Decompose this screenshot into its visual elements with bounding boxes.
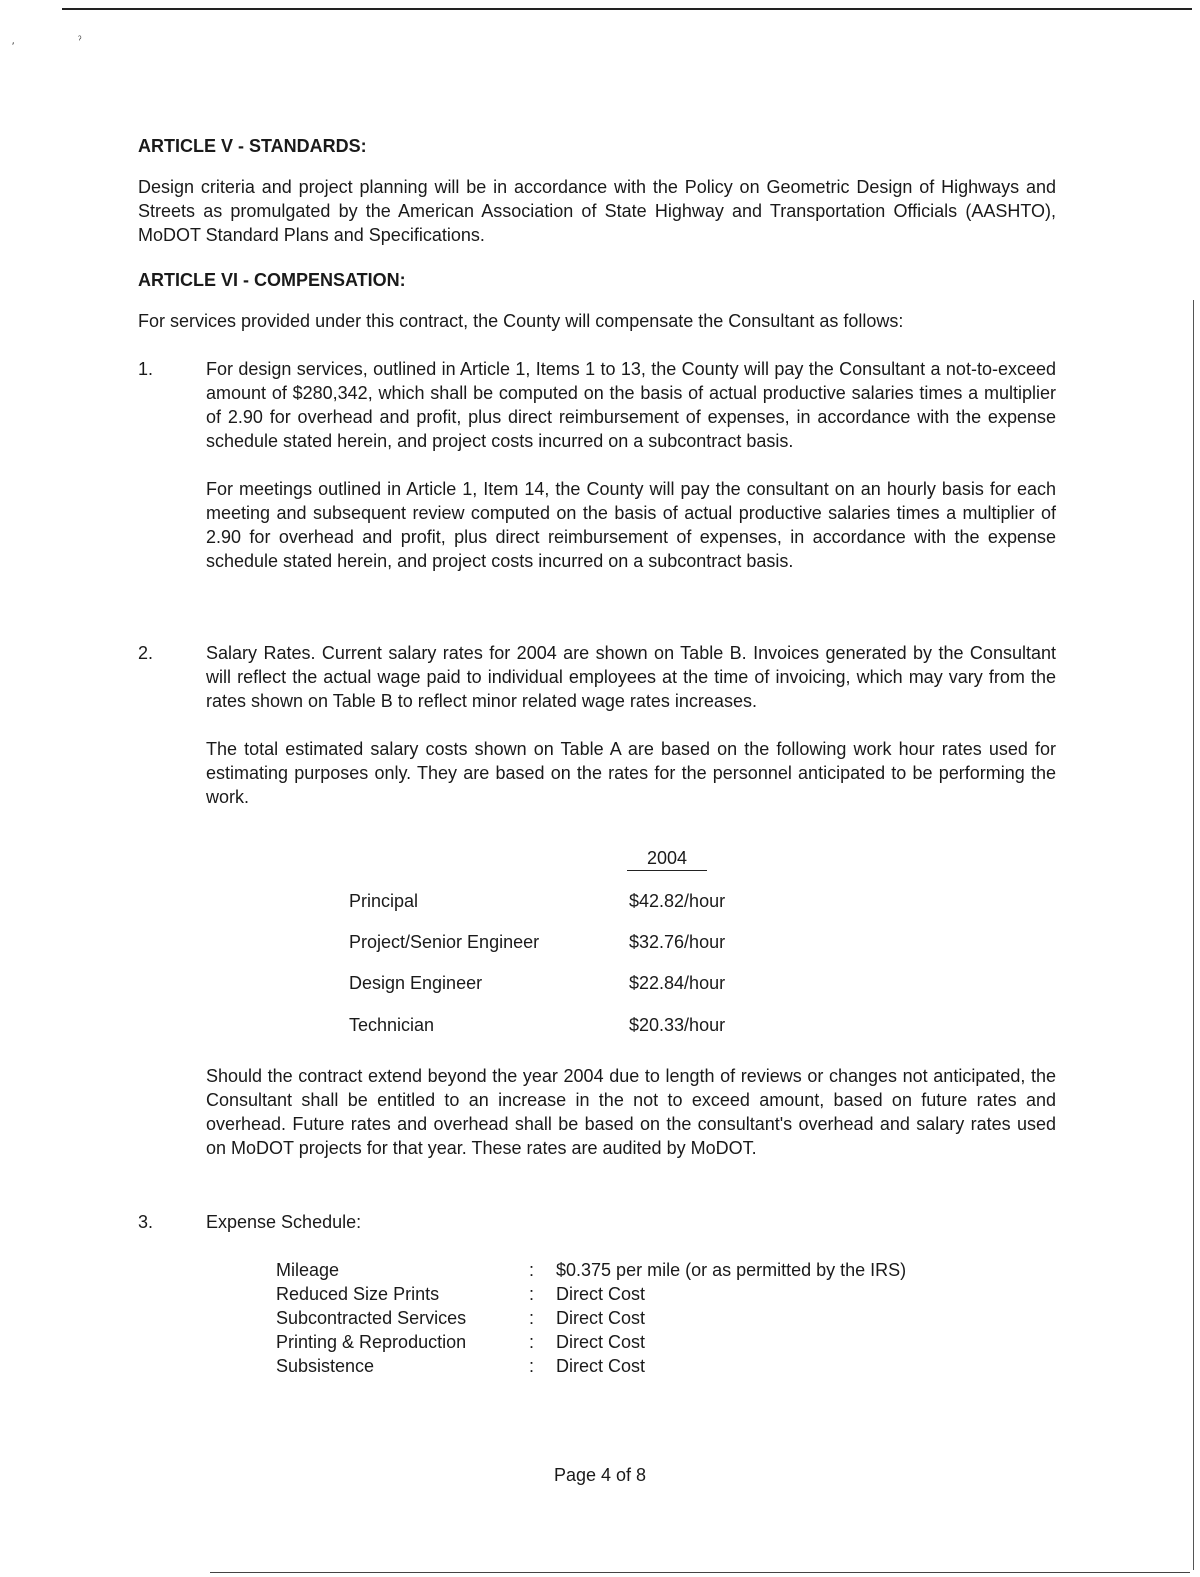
rates-year-header: 2004 bbox=[627, 846, 707, 871]
expense-row bbox=[276, 1354, 996, 1378]
rate-label: Technician bbox=[349, 1015, 435, 1035]
item-number: 1. bbox=[138, 359, 154, 379]
expense-label: Subsistence bbox=[276, 1356, 375, 1376]
expense-label: Subcontracted Services bbox=[276, 1308, 467, 1328]
rate-value: $22.84/hour bbox=[629, 973, 726, 993]
estimated-salary-paragraph: The total estimated salary costs shown on Table A are based on the following work hour rates used for estimating purposes only. They are based on the rates for the personnel anticipated to be performing the work. bbox=[206, 739, 1056, 807]
expense-value: $0.375 per mile (or as permitted by the IRS) bbox=[556, 1260, 907, 1280]
item-number: 2. bbox=[138, 643, 154, 663]
expense-value: Direct Cost bbox=[556, 1356, 646, 1376]
scan-edge-right bbox=[1193, 300, 1194, 1570]
expense-separator: : bbox=[529, 1356, 535, 1376]
rate-label: Principal bbox=[349, 891, 419, 911]
expense-row bbox=[276, 1330, 996, 1354]
meetings-paragraph: For meetings outlined in Article 1, Item 14, the County will pay the consultant on an hourly basis for each meeting and subsequent review computed on the basis of actual productive salaries times a multiplier of 2.90 for overhead and profit, plus direct reimbursement of expenses, in accordance with the expense schedule stated herein, and project costs incurred on a subcontract basis. bbox=[206, 479, 1056, 571]
design-services-paragraph: For design services, outlined in Article 1, Items 1 to 13, the County will pay the Consultant a not-to-exceed amount of $280,342, which shall be computed on the basis of actual productive salaries times a multiplier of 2.90 for overhead and profit, plus direct reimbursement of expenses, in accordance with the expense schedule stated herein, and project costs incurred on a subcontract basis. bbox=[206, 359, 1056, 451]
rate-value: $42.82/hour bbox=[629, 891, 726, 911]
expense-value: Direct Cost bbox=[556, 1308, 646, 1328]
rate-label: Design Engineer bbox=[349, 973, 483, 993]
expense-separator: : bbox=[529, 1260, 535, 1280]
page-number-footer: Page 4 of 8 bbox=[553, 1465, 647, 1485]
expense-row bbox=[276, 1306, 996, 1330]
salary-rates-paragraph: Salary Rates. Current salary rates for 2004 are shown on Table B. Invoices generated by the Consultant will reflect the actual wage paid to individual employees at the time of invoicing, which may vary from the rates shown on Table B to reflect minor related wage rates increases. bbox=[206, 643, 1056, 711]
expense-row bbox=[276, 1258, 996, 1282]
expense-label: Mileage bbox=[276, 1260, 340, 1280]
expense-separator: : bbox=[529, 1284, 535, 1304]
expense-label: Printing & Reproduction bbox=[276, 1332, 467, 1352]
expense-label: Reduced Size Prints bbox=[276, 1284, 440, 1304]
expense-separator: : bbox=[529, 1308, 535, 1328]
rates-closing-paragraph: Should the contract extend beyond the year 2004 due to length of reviews or changes not anticipated, the Consultant shall be entitled to an increase in the not to exceed amount, based on future rates and overhead. Future rates and overhead shall be based on the consultant's overhead and salary rates used on MoDOT projects for that year. These rates are audited by MoDOT. bbox=[206, 1066, 1056, 1158]
scan-edge-bottom bbox=[210, 1572, 1190, 1573]
expense-separator: : bbox=[529, 1332, 535, 1352]
scan-speck: ˀ bbox=[78, 35, 82, 46]
item-number: 3. bbox=[138, 1212, 154, 1232]
article-6-intro: For services provided under this contract, the County will compensate the Consultant as follows: bbox=[138, 311, 904, 331]
scan-speck: ⸴ bbox=[12, 37, 15, 48]
article-5-text: Design criteria and project planning will be in accordance with the Policy on Geometric Design of Highways and Streets as promulgated by the American Association of State Highway and Transportation Officials (AASHTO), MoDOT Standard Plans and Specifications. bbox=[138, 177, 1056, 245]
article-5-heading: ARTICLE V - STANDARDS: bbox=[138, 136, 367, 156]
expense-row bbox=[276, 1282, 996, 1306]
article-6-heading: ARTICLE VI - COMPENSATION: bbox=[138, 270, 406, 290]
scan-edge-top bbox=[62, 8, 1192, 10]
expense-value: Direct Cost bbox=[556, 1284, 646, 1304]
rate-label: Project/Senior Engineer bbox=[349, 932, 540, 952]
expense-value: Direct Cost bbox=[556, 1332, 646, 1352]
expense-schedule-title: Expense Schedule: bbox=[206, 1212, 362, 1232]
rate-value: $32.76/hour bbox=[629, 932, 726, 952]
expense-schedule-list bbox=[276, 1258, 996, 1378]
rate-value: $20.33/hour bbox=[629, 1015, 726, 1035]
